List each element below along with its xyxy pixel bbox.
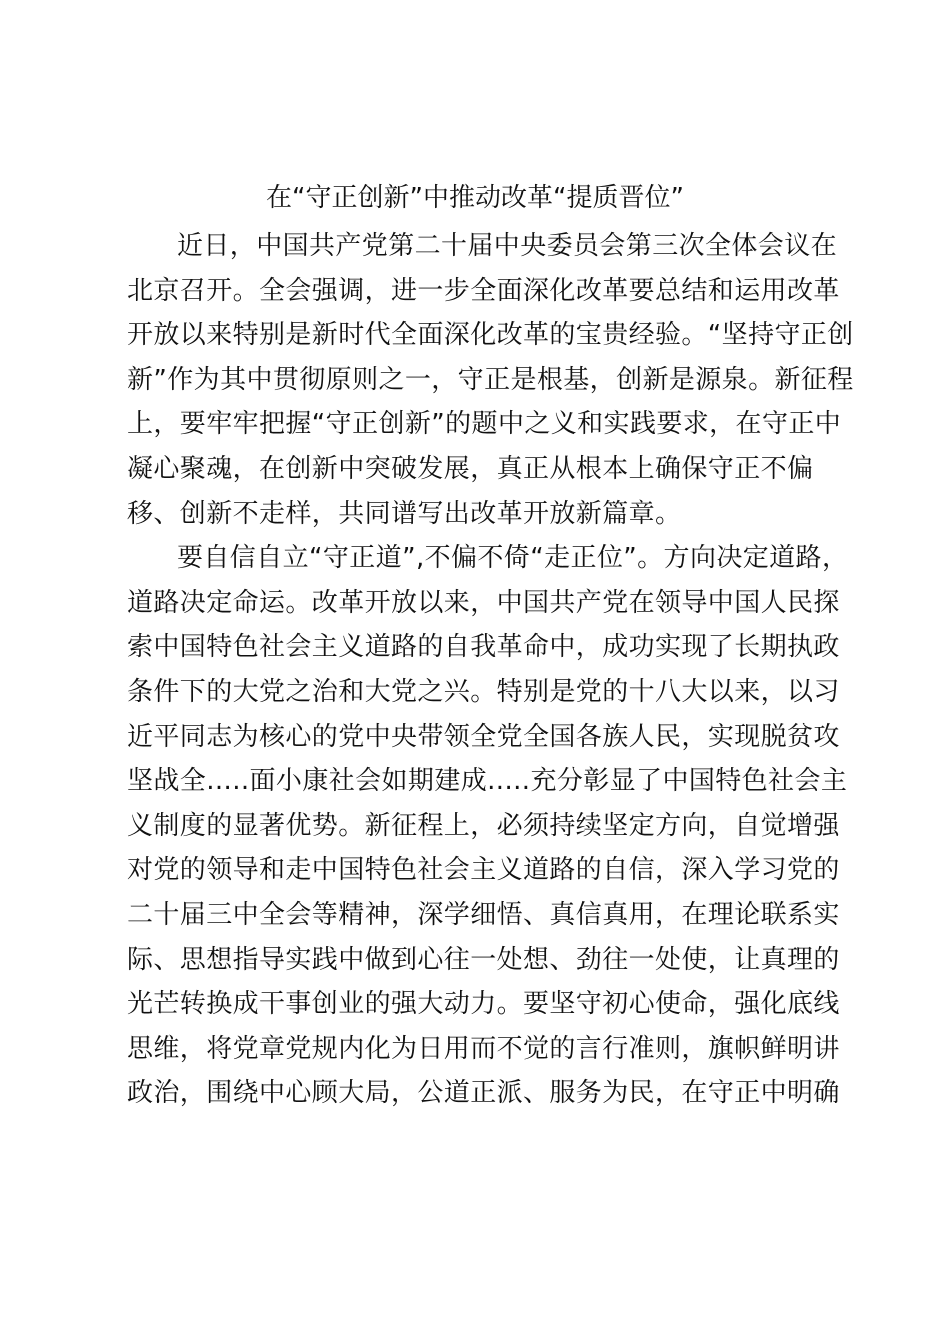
document-body	[127, 224, 854, 1116]
paragraph-line: 上，要牢牢把握“守正创新”的题中之义和实践要求，在守正中	[127, 409, 842, 440]
paragraph-line: 要自信自立“守正道”,不偏不倚“走正位”。方向决定道路，	[177, 543, 849, 574]
paragraph-line: 凝心聚魂，在创新中突破发展，真正从根本上确保守正不偏	[127, 453, 814, 484]
paragraph-line: 二十届三中全会等精神，深学细悟、真信真用，在理论联系实	[127, 899, 840, 930]
paragraph-line: 道路决定命运。改革开放以来，中国共产党在领导中国人民探	[127, 587, 840, 618]
paragraph-line: 条件下的大党之治和大党之兴。特别是党的十八大以来，以习	[127, 676, 840, 707]
paragraph-line: 北京召开。全会强调，进一步全面深化改革要总结和运用改革	[127, 275, 840, 306]
paragraph-line: 近平同志为核心的党中央带领全党全国各族人民，实现脱贫攻	[127, 721, 840, 752]
document-title: 在“守正创新”中推动改革“提质晋位”	[266, 183, 684, 213]
paragraph-line: 新”作为其中贯彻原则之一，守正是根基，创新是源泉。新征程	[127, 364, 854, 395]
paragraph-line: 际、思想指导实践中做到心往一处想、劲往一处使，让真理的	[127, 944, 840, 975]
paragraph-line: 坚战全.....面小康社会如期建成.....充分彰显了中国特色社会主	[127, 766, 848, 797]
paragraph-line: 义制度的显著优势。新征程上，必须持续坚定方向，自觉增强	[127, 810, 840, 841]
paragraph-line: 对党的领导和走中国特色社会主义道路的自信，深入学习党的	[127, 855, 840, 886]
paragraph-line: 近日，中国共产党第二十届中央委员会第三次全体会议在	[177, 231, 838, 261]
paragraph-line: 索中国特色社会主义道路的自我革命中，成功实现了长期执政	[127, 632, 840, 663]
paragraph-line: 政治，围绕中心顾大局，公道正派、服务为民，在守正中明确	[127, 1078, 840, 1109]
paragraph-line: 思维，将党章党规内化为日用而不觉的言行准则，旗帜鲜明讲	[127, 1033, 840, 1064]
paragraph-line: 光芒转换成干事创业的强大动力。要坚守初心使命，强化底线	[127, 989, 840, 1020]
paragraph-line: 开放以来特别是新时代全面深化改革的宝贵经验。“坚持守正创	[127, 320, 854, 351]
paragraph-line: 移、创新不走样，共同谱写出改革开放新篇章。	[127, 498, 682, 529]
